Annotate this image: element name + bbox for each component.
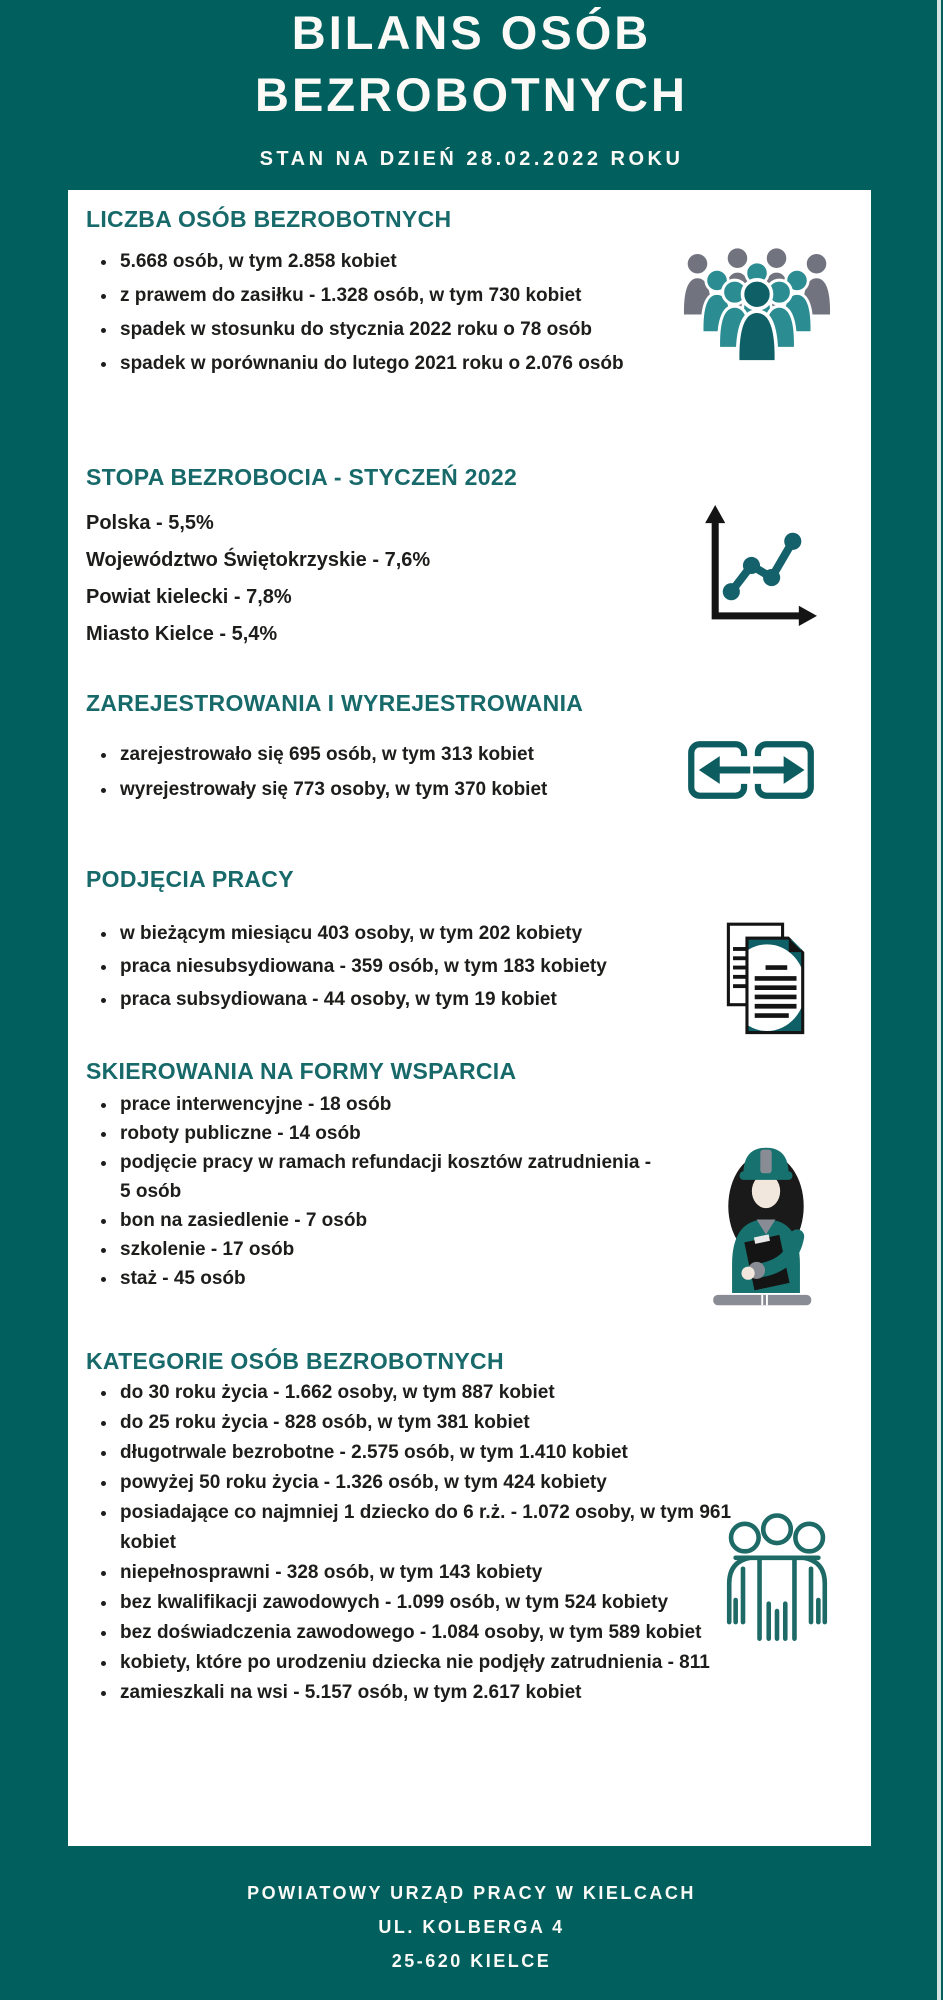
stat-item: • praca niesubsydiowana - 359 osób, w tym 183 kobiety <box>118 950 711 983</box>
stat-item: • niepełnosprawni - 328 osób, w tym 143 kobiety <box>118 1558 734 1588</box>
section-heading: ZAREJESTROWANIA I WYREJESTROWANIA <box>86 690 584 716</box>
section-heading: LICZBA OSÓB BEZROBOTNYCH <box>86 206 452 232</box>
section-heading: SKIEROWANIA NA FORMY WSPARCIA <box>86 1058 517 1084</box>
page-title-line1: BILANS OSÓB <box>291 6 652 59</box>
section-liczba-osob-bezrobotnych <box>86 206 686 381</box>
section-heading: STOPA BEZROBOCIA - STYCZEŃ 2022 <box>86 464 518 490</box>
stat-item: • praca subsydiowana - 44 osoby, w tym 19 kobiet <box>118 983 711 1016</box>
stat-list <box>86 1090 661 1293</box>
stat-item: • spadek w stosunku do stycznia 2022 roku o 78 osób <box>118 313 686 347</box>
page-subtitle: STAN NA DZIEŃ 28.02.2022 ROKU <box>259 148 684 170</box>
section-stopa-bezrobocia <box>86 464 686 653</box>
stat-list <box>86 737 711 807</box>
section-kategorie-osob-bezrobotnych <box>86 1348 734 1708</box>
stat-item: • kobiety, które po urodzeniu dziecka nie podjęły zatrudnienia - 811 <box>118 1648 734 1678</box>
stat-item: • powyżej 50 roku życia - 1.326 osób, w tym 424 kobiety <box>118 1468 734 1498</box>
crowd-icon <box>664 238 850 390</box>
stat-list <box>86 1378 734 1708</box>
stat-item: • w bieżącym miesiącu 403 osoby, w tym 202 kobiety <box>118 917 711 950</box>
stat-list <box>86 245 686 381</box>
section-zarejestrowania-wyrejestrowania <box>86 690 711 807</box>
footer-street: UL. KOLBERGA 4 <box>378 1917 565 1937</box>
stat-line: Województwo Świętokrzyskie - 7,6% <box>86 549 431 571</box>
stat-list <box>86 917 711 1016</box>
stat-item: • zamieszkali na wsi - 5.157 osób, w tym 2.617 kobiet <box>118 1678 734 1708</box>
stat-item: • bez kwalifikacji zawodowych - 1.099 osób, w tym 524 kobiety <box>118 1588 734 1618</box>
stat-item: • podjęcie pracy w ramach refundacji kosztów zatrudnienia - 5 osób <box>118 1148 661 1206</box>
section-podjecia-pracy <box>86 866 711 1016</box>
stat-item: • szkolenie - 17 osób <box>118 1235 661 1264</box>
page-title <box>0 2 943 126</box>
team-outline-icon <box>708 1510 846 1646</box>
footer-city: 25-620 KIELCE <box>391 1951 552 1971</box>
stat-line: Powiat kielecki - 7,8% <box>86 586 292 608</box>
stat-line: Polska - 5,5% <box>86 512 214 534</box>
stat-item: • prace interwencyjne - 18 osób <box>118 1090 661 1119</box>
stat-item: • staż - 45 osób <box>118 1264 661 1293</box>
stat-lines <box>86 505 686 653</box>
stat-item: • długotrwale bezrobotne - 2.575 osób, w tym 1.410 kobiet <box>118 1438 734 1468</box>
stat-item: • posiadające co najmniej 1 dziecko do 6 r.ż. - 1.072 osoby, w tym 961 kobiet <box>118 1498 734 1558</box>
stat-item: • spadek w porównaniu do lutego 2021 roku o 2.076 osób <box>118 347 686 381</box>
stat-item: • 5.668 osób, w tym 2.858 kobiet <box>118 245 686 279</box>
section-skierowania-formy-wsparcia <box>86 1058 661 1293</box>
stat-item: • bez doświadczenia zawodowego - 1.084 osoby, w tym 589 kobiet <box>118 1618 734 1648</box>
stat-item: • do 25 roku życia - 828 osób, w tym 381 kobiet <box>118 1408 734 1438</box>
stat-item: • z prawem do zasiłku - 1.328 osób, w tym 730 kobiet <box>118 279 686 313</box>
page-title-line2: BEZROBOTNYCH <box>255 68 688 121</box>
stat-item: • wyrejestrowały się 773 osoby, w tym 370 kobiet <box>118 772 711 807</box>
stat-item: • roboty publiczne - 14 osób <box>118 1119 661 1148</box>
stat-item: • zarejestrowało się 695 osób, w tym 313 kobiet <box>118 737 711 772</box>
section-heading: PODJĘCIA PRACY <box>86 866 294 892</box>
line-chart-icon <box>693 503 819 634</box>
stat-line: Miasto Kielce - 5,4% <box>86 623 278 645</box>
right-edge-line <box>937 0 941 2000</box>
stat-item: • do 30 roku życia - 1.662 osoby, w tym 887 kobiet <box>118 1378 734 1408</box>
stat-item: • bon na zasiedlenie - 7 osób <box>118 1206 661 1235</box>
documents-icon <box>713 918 815 1038</box>
transfer-arrows-icon <box>685 738 817 802</box>
footer <box>0 1876 943 1978</box>
footer-org-name: POWIATOWY URZĄD PRACY W KIELCACH <box>247 1883 696 1903</box>
female-worker-icon <box>700 1113 832 1308</box>
section-heading: KATEGORIE OSÓB BEZROBOTNYCH <box>86 1348 504 1374</box>
